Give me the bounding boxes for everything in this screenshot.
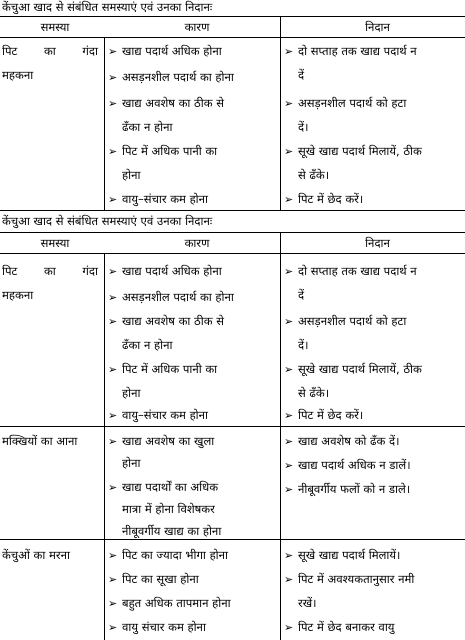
table1-cause-item: ➢ खाद्य पदार्थ अधिक होना: [108, 44, 222, 58]
table1-cause-cont: ढँका न होना: [122, 120, 173, 134]
arrow-bullet-icon: ➢: [108, 97, 118, 110]
table2-header-divider: [0, 253, 465, 254]
arrow-bullet-icon: ➢: [284, 409, 294, 422]
table2-cause-cont: होना: [122, 386, 141, 400]
table2-remedy-item: ➢ सूखे खाद्य पदार्थ मिलायें।: [284, 548, 401, 562]
arrow-bullet-icon: ➢: [284, 549, 294, 562]
table1-header-remedy: निदान: [365, 20, 390, 34]
arrow-bullet-icon: ➢: [108, 71, 118, 84]
table1-cause-item: ➢ असड़नशील पदार्थ का होना: [108, 70, 234, 84]
table1-remedy-item: ➢ दो सप्ताह तक खाद्य पदार्थ न: [284, 44, 417, 58]
arrow-bullet-icon: ➢: [108, 315, 118, 328]
table2-col-divider-1: [104, 253, 105, 640]
table2-remedy-cont: दें।: [298, 338, 309, 352]
arrow-bullet-icon: ➢: [108, 45, 118, 58]
table1-col-divider-1: [104, 37, 105, 211]
arrow-bullet-icon: ➢: [108, 435, 118, 448]
arrow-bullet-icon: ➢: [108, 193, 118, 206]
table2-cause-item: ➢ असड़नशील पदार्थ का होना: [108, 290, 234, 304]
table1-remedy-item: ➢ असड़नशील पदार्थ को हटा: [284, 96, 407, 110]
table2-cause-cont: होना: [122, 456, 141, 470]
arrow-bullet-icon: ➢: [108, 265, 118, 278]
table2-cause-cont: ढँका न होना: [122, 338, 173, 352]
arrow-bullet-icon: ➢: [284, 315, 294, 328]
arrow-bullet-icon: ➢: [284, 45, 294, 58]
table2-cause-item: ➢ खाद्य पदार्थ अधिक होना: [108, 264, 222, 278]
table2-cause-item: ➢ पिट का ज्यादा भीगा होना: [108, 548, 229, 562]
arrow-bullet-icon: ➢: [284, 573, 294, 586]
table2-remedy-item: ➢ दो सप्ताह तक खाद्य पदार्थ न: [284, 264, 417, 278]
table1-cause-item: ➢ खाद्य अवशेष का ठीक से: [108, 96, 224, 110]
arrow-bullet-icon: ➢: [108, 409, 118, 422]
table2-remedy-item: ➢ सूखे खाद्य पदार्थ मिलायें, ठीक: [284, 362, 422, 376]
table2-remedy-item: ➢ खाद्य अवशेष को ढँक दें।: [284, 434, 400, 448]
table2-remedy-item: ➢ पिट में छेद करें।: [284, 408, 364, 422]
table2-cause-item: ➢ खाद्य पदार्थों का अधिक: [108, 480, 219, 494]
arrow-bullet-icon: ➢: [108, 481, 118, 494]
table1-problem-line: पिट का गंदा: [2, 44, 98, 58]
table2-row-divider-2: [0, 539, 465, 540]
arrow-bullet-icon: ➢: [108, 621, 118, 634]
table1-header-problem: समस्या: [40, 20, 70, 34]
table1-header-cause: कारण: [184, 20, 210, 34]
table1-cause-cont: होना: [122, 168, 141, 182]
table2-cause-item: ➢ वायु–संचार कम होना: [108, 408, 209, 422]
table2-cause-item: ➢ वायु संचार कम होना: [108, 620, 206, 634]
arrow-bullet-icon: ➢: [284, 193, 294, 206]
arrow-bullet-icon: ➢: [108, 597, 118, 610]
arrow-bullet-icon: ➢: [284, 435, 294, 448]
table1-remedy-item: ➢ सूखे खाद्य पदार्थ मिलायें, ठीक: [284, 144, 422, 158]
table1-header-divider: [0, 37, 465, 38]
table2-cause-cont: मात्रा में होना विशेषकर: [122, 502, 215, 516]
table2-cause-item: ➢ बहुत अधिक तापमान होना: [108, 596, 231, 610]
table2-header-remedy: निदान: [365, 236, 390, 250]
table2-col-divider-2: [280, 232, 281, 640]
arrow-bullet-icon: ➢: [284, 145, 294, 158]
arrow-bullet-icon: ➢: [108, 291, 118, 304]
table2-problem-line: पिट का गंदा: [2, 264, 98, 278]
table2-cause-item: ➢ पिट में अधिक पानी का: [108, 362, 218, 376]
table2-header-problem: समस्या: [40, 236, 70, 250]
arrow-bullet-icon: ➢: [108, 145, 118, 158]
table1-problem-line: महकना: [2, 68, 34, 82]
table2-cause-item: ➢ पिट का सूखा होना: [108, 572, 199, 586]
table2-header-cause: कारण: [184, 236, 210, 250]
table2-row-divider-1: [0, 426, 465, 427]
table1-col-divider-2: [280, 16, 281, 211]
table2-problem-line: महकना: [2, 288, 34, 302]
table2-remedy-item: ➢ असड़नशील पदार्थ को हटा: [284, 314, 407, 328]
table2-remedy-item: ➢ पिट में छेद बनाकर वायु: [284, 620, 395, 634]
arrow-bullet-icon: ➢: [284, 363, 294, 376]
table2-remedy-item: ➢ पिट में अवश्यकतानुसार नमी: [284, 572, 415, 586]
arrow-bullet-icon: ➢: [284, 97, 294, 110]
table2-problem-line: मक्खियों का आना: [2, 434, 78, 448]
arrow-bullet-icon: ➢: [284, 265, 294, 278]
table2-remedy-cont: दें: [298, 288, 305, 302]
table1-remedy-item: ➢ पिट में छेद करें।: [284, 192, 364, 206]
table1-top-border: [0, 16, 465, 17]
table2-remedy-item: ➢ नीबूवर्गीय फलों को न डाले।: [284, 482, 411, 496]
section2-heading: केंचुआ खाद से संबंधित समस्याएं एवं उनका निदानः: [2, 214, 213, 228]
table2-remedy-item: ➢ खाद्य पदार्थ अधिक न डालें।: [284, 458, 411, 472]
table2-remedy-cont: रखें।: [298, 596, 317, 610]
table1-remedy-cont: से ढँके।: [298, 168, 330, 182]
arrow-bullet-icon: ➢: [284, 483, 294, 496]
table2-cause-item: ➢ खाद्य अवशेष का ठीक से: [108, 314, 224, 328]
table2-problem-line: केंचुओं का मरना: [2, 548, 70, 562]
table2-cause-cont: नीबूवर्गीय खाद्य का होना: [122, 524, 222, 538]
table1-bottom-border: [0, 210, 465, 211]
arrow-bullet-icon: ➢: [284, 459, 294, 472]
arrow-bullet-icon: ➢: [108, 363, 118, 376]
arrow-bullet-icon: ➢: [284, 621, 294, 634]
table2-top-border: [0, 232, 465, 233]
table2-remedy-cont: से ढँके।: [298, 386, 330, 400]
table2-cause-item: ➢ खाद्य अवशेष का खुला: [108, 434, 215, 448]
section1-heading: केंचुआ खाद से संबंधित समस्याएं एवं उनका निदानः: [2, 0, 213, 14]
table1-remedy-cont: दें: [298, 68, 305, 82]
table1-cause-item: ➢ वायु–संचार कम होना: [108, 192, 209, 206]
arrow-bullet-icon: ➢: [108, 573, 118, 586]
table1-remedy-cont: दें।: [298, 120, 309, 134]
arrow-bullet-icon: ➢: [108, 549, 118, 562]
table1-cause-item: ➢ पिट में अधिक पानी का: [108, 144, 218, 158]
